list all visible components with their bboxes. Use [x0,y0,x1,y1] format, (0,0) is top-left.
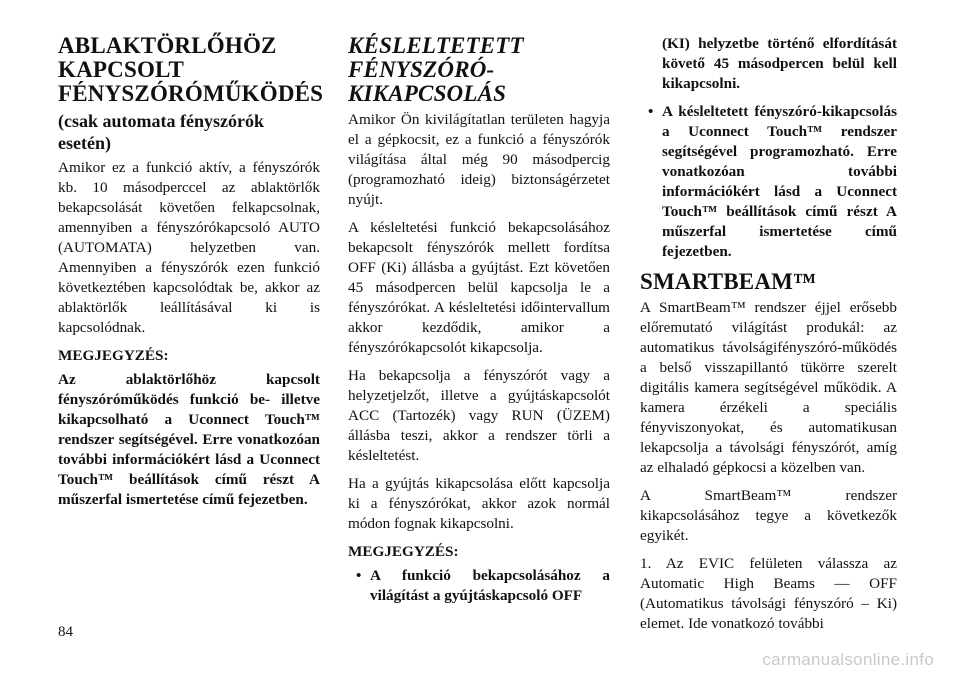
column-middle [348,34,610,614]
body-paragraph: 1. Az EVIC felületen válassza az Automatic High Beams — OFF (Automatikus távolsági fényszóró – Ki) elemet. Ide vonatkozó további [640,555,897,632]
bullet-text: A késleltetett fényszóró-kikapcsolás a Uconnect Touch™ rendszer segítségével programozható. Erre vonatkozóan további információkért lásd a Uconnect Touch™ beállítások című részt A műszerfal ismertetése című fejezetben. [662,103,897,260]
note-label: MEGJEGYZÉS: [58,347,169,364]
note-bullet-list [348,566,610,606]
bullet-item [348,566,610,606]
body-paragraph: A SmartBeam™ rendszer éjjel erősebb előremutató világítást produkál: az automatikus távolságifényszóró-működés a belső visszapillantó tükörre szerelt digitális kamera segítségével működik. A kamera érzékeli a speciális fényviszonyokat, és automatikusan lekapcsolja a távolsági fényszórót, amíg az elhaladó gépkocsi a közelben van. [640,299,897,476]
body-paragraph: Ha bekapcsolja a fényszórót vagy a helyzetjelzőt, illetve a gyújtáskapcsolót ACC (Tartozék) vagy RUN (ÜZEM) állásba teszi, akkor a rendszer törli a késleltetést. [348,367,610,464]
body-paragraph: Amikor Ön kivilágítatlan területen hagyja el a gépkocsit, ez a funkció a fényszórók világítása által még 90 másodpercig (programozható ideig) biztonságérzetet nyújt. [348,111,610,208]
watermark: carmanualsonline.info [762,650,934,669]
bullet-item-continuation: (KI) helyzetbe történő elfordítását követő 45 másodpercen belül kell kikapcsolni. [662,35,897,92]
section-heading-wiper-headlights: ABLAKTÖRLŐHÖZ KAPCSOLT FÉNYSZÓRÓMŰKÖDÉS [58,33,324,106]
body-paragraph: Ha a gyújtás kikapcsolása előtt kapcsolja ki a fényszórókat, akkor azok normál módon fognak kikapcsolni. [348,475,610,532]
body-paragraph: A késleltetési funkció bekapcsolásához bekapcsolt fényszórók mellett fordítsa OFF (Ki) állásba a gyújtást. Ezt követően 45 másodpercen belül kapcsolja le a fényszórókat. A késleltetési időintervallum akkor kezdődik, amikor a fényszórókapcsolót kikapcsolja. [348,219,610,356]
note-label: MEGJEGYZÉS: [348,543,459,560]
bullet-text: A funkció bekapcsolásához a világítást a gyújtáskapcsoló OFF [370,567,610,604]
page-number: 84 [58,624,73,640]
section-heading-delay: KÉSLELTETETT FÉNYSZÓRÓ-KIKAPCSOLÁS [348,33,524,106]
column-right [640,34,897,642]
bullet-marker: • [648,103,654,120]
body-paragraph: A SmartBeam™ rendszer kikapcsolásához tegye a következők egyikét. [640,487,897,544]
note-text: Az ablaktörlőhöz kapcsolt fényszóróműködés funkció be- illetve kikapcsolható a Uconnect Touch™ rendszer segítségével. Erre vonatkozóan további információkért lásd a Uconnect Touch™ beállítások című részt A műszerfal ismertetése című fejezetben. [58,371,320,508]
note-bullet-list-continued [640,34,897,262]
bullet-marker: • [356,567,362,584]
body-paragraph: Amikor ez a funkció aktív, a fényszórók kb. 10 másodperccel az ablaktörlők bekapcsolását követően felkapcsolnak, amennyiben a fényszórókapcsoló AUTO (AUTOMATA) helyzetben van. Amennyiben a fényszórók ezen funkció következtében kapcsolódtak be, akkor az ablaktörlők leállításával ki is kapcsolódnak. [58,159,320,336]
column-left [58,33,324,518]
section-subheading: (csak automata fényszórók esetén) [58,111,264,153]
section-heading-smartbeam: SMARTBEAM™ [640,269,817,294]
bullet-item [640,102,897,262]
